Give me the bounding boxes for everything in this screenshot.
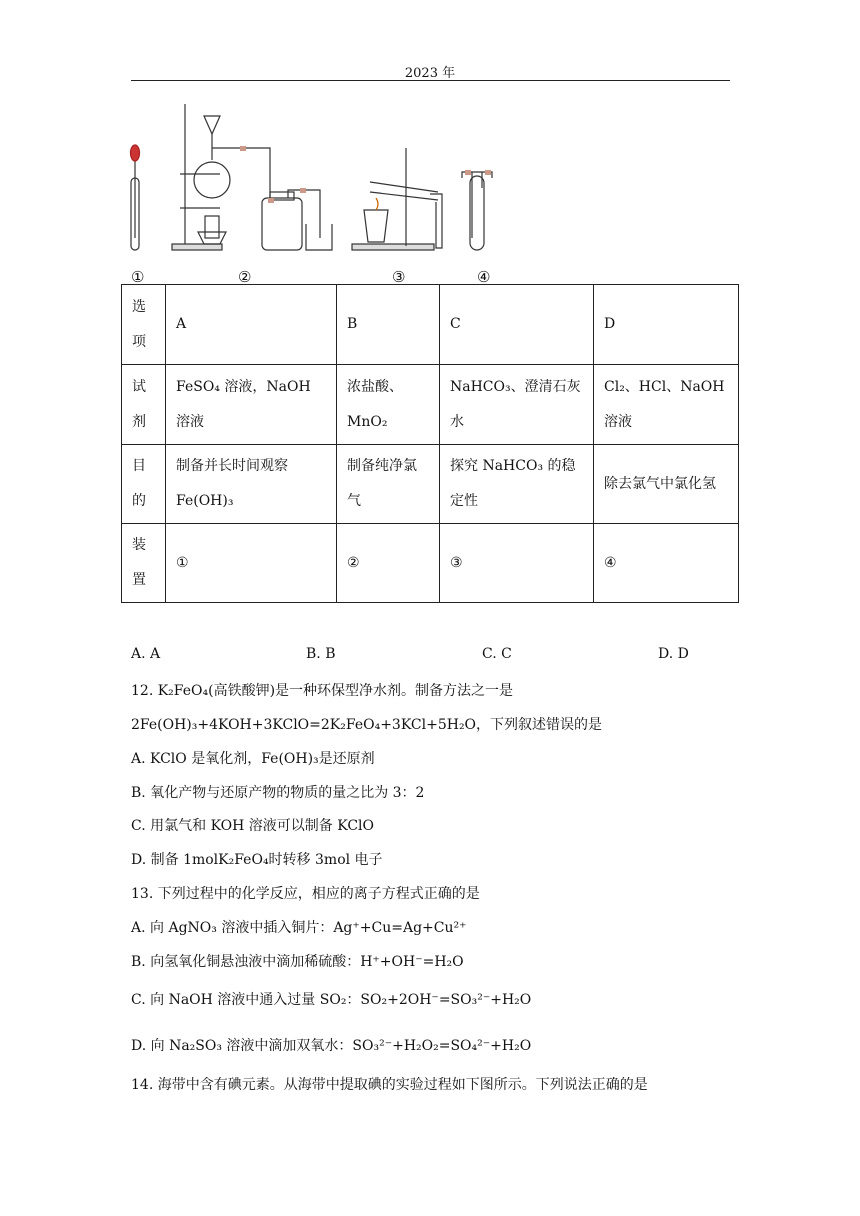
table-cell: C (440, 285, 594, 365)
q13-option-d: D. 向 Na₂SO₃ 溶液中滴加双氧水：SO₃²⁻+H₂O₂=SO₄²⁻+H₂O (131, 1038, 532, 1054)
q13-option-b: B. 向氢氧化铜悬浊液中滴加稀硫酸：H⁺+OH⁻=H₂O (131, 954, 464, 970)
q13-stem: 13. 下列过程中的化学反应，相应的离子方程式正确的是 (131, 886, 480, 902)
q11-option-a: A. A (131, 646, 161, 662)
comparison-table (121, 284, 739, 603)
table-cell: B (337, 285, 440, 365)
q13-option-a: A. 向 AgNO₃ 溶液中插入铜片：Ag⁺+Cu=Ag+Cu²⁺ (131, 920, 467, 936)
q12-option-d: D. 制备 1molK₂FeO₄时转移 3mol 电子 (131, 852, 383, 868)
table-cell: NaHCO₃、澄清石灰水 (440, 365, 594, 445)
table-cell: 探究 NaHCO₃ 的稳定性 (440, 445, 594, 524)
table-cell: 浓盐酸、MnO₂ (337, 365, 440, 445)
row-header: 目 的 (122, 445, 166, 524)
table-cell: 制备纯净氯气 (337, 445, 440, 524)
table-cell: ① (166, 524, 337, 603)
table-cell: ④ (594, 524, 739, 603)
q12-option-c: C. 用氯气和 KOH 溶液可以制备 KClO (131, 818, 374, 834)
apparatus-label-1: ① (131, 268, 145, 286)
table-cell: D (594, 285, 739, 365)
row-header: 选 项 (122, 285, 166, 365)
table-cell: FeSO₄ 溶液，NaOH 溶液 (166, 365, 337, 445)
row-header: 装 置 (122, 524, 166, 603)
page-header-year: 2023 年 (404, 66, 456, 81)
q12-stem-line2: 2Fe(OH)₃+4KOH+3KClO=2K₂FeO₄+3KCl+5H₂O，下列叙述错误的是 (131, 717, 603, 733)
table-cell: Cl₂、HCl、NaOH 溶液 (594, 365, 739, 445)
q12-option-a: A. KClO 是氧化剂，Fe(OH)₃是还原剂 (131, 751, 375, 767)
q11-option-b: B. B (306, 646, 336, 662)
q13-option-c: C. 向 NaOH 溶液中通入过量 SO₂：SO₂+2OH⁻=SO₃²⁻+H₂O (131, 992, 532, 1008)
q12-option-b: B. 氧化产物与还原产物的物质的量之比为 3：2 (131, 785, 425, 801)
table-cell: 除去氯气中氯化氢 (594, 445, 739, 524)
table-cell: 制备并长时间观察 Fe(OH)₃ (166, 445, 337, 524)
header-rule (131, 80, 730, 81)
apparatus-label-3: ③ (392, 268, 406, 286)
apparatus-1-test-tube (131, 145, 140, 250)
table-row (122, 445, 739, 524)
apparatus-2-generator (172, 104, 332, 250)
q11-option-c: C. C (482, 646, 512, 662)
table-cell: ② (337, 524, 440, 603)
apparatus-3-heating (352, 148, 442, 250)
apparatus-4-wash-bottle (462, 172, 492, 250)
q12-stem-line1: 12. K₂FeO₄(高铁酸钾)是一种环保型净水剂。制备方法之一是 (131, 683, 514, 699)
table-cell: A (166, 285, 337, 365)
q14-stem: 14. 海带中含有碘元素。从海带中提取碘的实验过程如下图所示。下列说法正确的是 (131, 1077, 648, 1093)
apparatus-label-2: ② (238, 268, 252, 286)
apparatus-label-4: ④ (477, 268, 491, 286)
table-row (122, 524, 739, 603)
apparatus-figure (120, 98, 520, 258)
table-row (122, 285, 739, 365)
q11-option-d: D. D (658, 646, 689, 662)
table-row (122, 365, 739, 445)
table-cell: ③ (440, 524, 594, 603)
row-header: 试 剂 (122, 365, 166, 445)
